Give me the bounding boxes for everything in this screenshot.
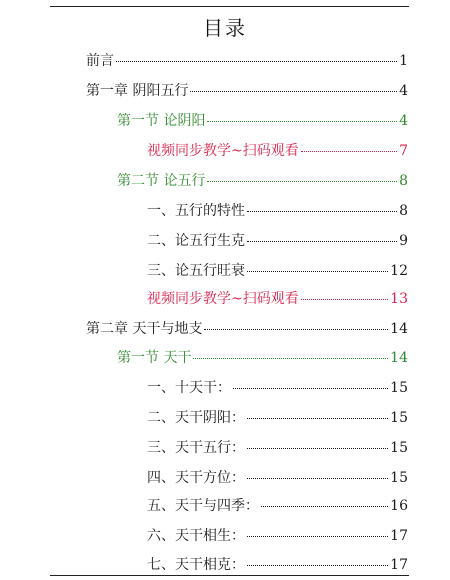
toc-entry-page: 15: [390, 410, 408, 426]
toc-entry-page: 14: [390, 321, 408, 337]
page-title: 目录: [203, 16, 247, 40]
toc-entry-label: 四、天干方位：: [147, 470, 245, 486]
toc-entry-item[interactable]: [147, 409, 408, 427]
dot-leader: [261, 506, 388, 507]
toc-entry-label: 第一章 阴阳五行: [86, 83, 189, 99]
dot-leader: [247, 211, 397, 212]
dot-leader: [301, 151, 397, 152]
toc-entry-label: 三、天干五行：: [147, 440, 245, 456]
toc-entry-page: 8: [399, 173, 408, 189]
toc-entry-label: 视频同步教学~扫码观看: [147, 143, 299, 159]
toc-entry-chapter-1[interactable]: [86, 82, 408, 100]
dot-leader: [247, 241, 397, 242]
toc-entry-item[interactable]: [147, 262, 408, 280]
toc-entry-section-1-1[interactable]: [117, 112, 408, 130]
dot-leader: [301, 299, 388, 300]
toc-entry-item[interactable]: [147, 379, 408, 397]
dot-leader: [207, 181, 397, 182]
toc-entry-page: 15: [390, 440, 408, 456]
toc-entry-page: 12: [390, 263, 408, 279]
toc-entry-preface[interactable]: [86, 52, 408, 70]
toc-entry-page: 1: [399, 53, 408, 69]
dot-leader: [247, 271, 388, 272]
toc-entry-label: 第一节 论阴阳: [117, 113, 206, 129]
toc-entry-page: 15: [390, 470, 408, 486]
toc-entry-item[interactable]: [147, 469, 408, 487]
toc-entry-label: 五、天干与四季：: [147, 498, 259, 514]
toc-entry-video-1[interactable]: [147, 142, 408, 160]
toc-entry-label: 第二章 天干与地支: [86, 321, 203, 337]
toc-entry-video-2[interactable]: [147, 290, 408, 308]
dot-leader: [204, 329, 388, 330]
dot-leader: [247, 418, 388, 419]
toc-entry-chapter-2[interactable]: [86, 320, 408, 338]
toc-entry-label: 二、天干阴阳：: [147, 410, 245, 426]
toc-entry-item[interactable]: [147, 527, 408, 545]
toc-entry-page: 17: [390, 557, 408, 573]
toc-entry-item[interactable]: [147, 556, 408, 574]
toc-entry-label: 七、天干相克：: [147, 557, 245, 573]
toc-entry-page: 4: [399, 83, 408, 99]
dot-leader: [190, 91, 397, 92]
toc-entry-page: 7: [399, 143, 408, 159]
toc-entry-section-1-2[interactable]: [117, 172, 408, 190]
dot-leader: [247, 565, 388, 566]
toc-entry-page: 17: [390, 528, 408, 544]
bottom-rule: [50, 575, 409, 576]
toc-entry-item[interactable]: [147, 202, 408, 220]
toc-entry-label: 第二节 论五行: [117, 173, 206, 189]
dot-leader: [247, 478, 388, 479]
toc-entry-label: 视频同步教学~扫码观看: [147, 291, 299, 307]
toc-entry-section-2-1[interactable]: [117, 349, 408, 367]
toc-entry-label: 一、五行的特性: [147, 203, 245, 219]
toc-entry-page: 8: [399, 203, 408, 219]
toc-entry-item[interactable]: [147, 439, 408, 457]
dot-leader: [116, 61, 397, 62]
toc-entry-label: 前言: [86, 53, 114, 69]
toc-entry-item[interactable]: [147, 232, 408, 250]
toc-entry-page: 16: [390, 498, 408, 514]
toc-entry-page: 4: [399, 113, 408, 129]
toc-entry-label: 第一节 天干: [117, 350, 192, 366]
toc-entry-page: 13: [390, 291, 408, 307]
toc-entry-item[interactable]: [147, 497, 408, 515]
toc-entry-label: 六、天干相生：: [147, 528, 245, 544]
toc-entry-label: 三、论五行旺衰: [147, 263, 245, 279]
toc-entry-label: 一、十天干：: [147, 380, 231, 396]
dot-leader: [247, 536, 388, 537]
dot-leader: [193, 358, 388, 359]
toc-entry-page: 9: [399, 233, 408, 249]
toc-entry-label: 二、论五行生克: [147, 233, 245, 249]
dot-leader: [247, 448, 388, 449]
toc-entry-page: 14: [390, 350, 408, 366]
dot-leader: [233, 388, 388, 389]
toc-entry-page: 15: [390, 380, 408, 396]
dot-leader: [207, 121, 397, 122]
